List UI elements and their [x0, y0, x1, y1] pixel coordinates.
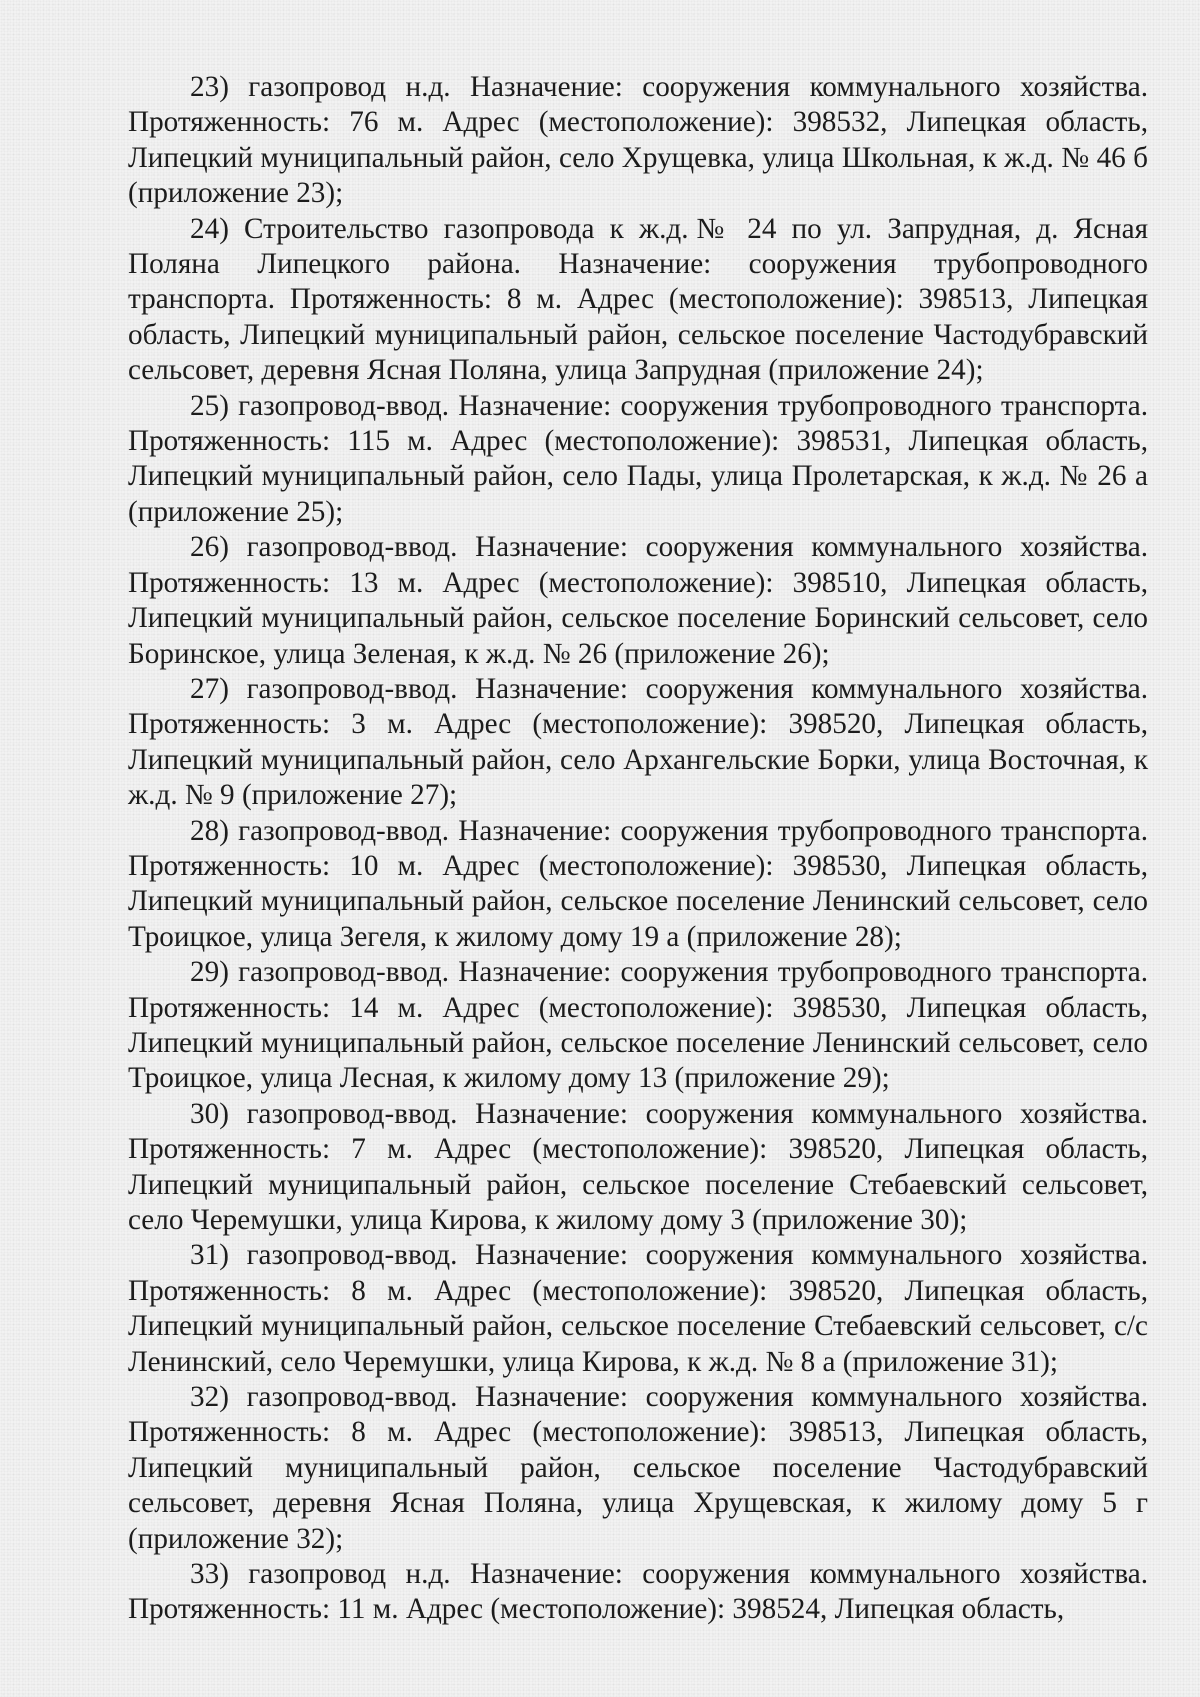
list-item-25: 25) газопровод-ввод. Назначение: сооружения трубопроводного транспорта. Протяженность: 115 м. Адрес (местоположение): 398531, Липецкая область, Липецкий муниципальный район, село Пады, улица Пролетарская, к ж.д. № 26 а (приложение 25); [128, 389, 1148, 528]
document-body [128, 70, 1148, 1628]
list-item-31: 31) газопровод-ввод. Назначение: сооружения коммунального хозяйства. Протяженность: 8 м. Адрес (местоположение): 398520, Липецкая область, Липецкий муниципальный район, сельское поселение Стебаевский сельсовет, с/с Ленинский, село Черемушки, улица Кирова, к ж.д. № 8 а (приложение 31); [128, 1239, 1148, 1378]
list-item-26: 26) газопровод-ввод. Назначение: сооружения коммунального хозяйства. Протяженность: 13 м. Адрес (местоположение): 398510, Липецкая область, Липецкий муниципальный район, сельское поселение Боринский сельсовет, село Боринское, улица Зеленая, к ж.д. № 26 (приложение 26); [128, 531, 1148, 670]
list-item-23: 23) газопровод н.д. Назначение: сооружения коммунального хозяйства. Протяженность: 76 м. Адрес (местоположение): 398532, Липецкая область, Липецкий муниципальный район, село Хрущевка, улица Школьная, к ж.д. № 46 б (приложение 23); [128, 71, 1148, 210]
list-item-33: 33) газопровод н.д. Назначение: сооружения коммунального хозяйства. Протяженность: 11 м. Адрес (местоположение): 398524, Липецкая область, [128, 1558, 1148, 1626]
list-item-29: 29) газопровод-ввод. Назначение: сооружения трубопроводного транспорта. Протяженность: 14 м. Адрес (местоположение): 398530, Липецкая область, Липецкий муниципальный район, сельское поселение Ленинский сельсовет, село Троицкое, улица Лесная, к жилому дому 13 (приложение 29); [128, 956, 1148, 1095]
list-item-32: 32) газопровод-ввод. Назначение: сооружения коммунального хозяйства. Протяженность: 8 м. Адрес (местоположение): 398513, Липецкая область, Липецкий муниципальный район, сельское поселение Частодубравский сельсовет, деревня Ясная Поляна, улица Хрущевская, к жилому дому 5 г (приложение 32); [128, 1381, 1148, 1555]
list-item-27: 27) газопровод-ввод. Назначение: сооружения коммунального хозяйства. Протяженность: 3 м. Адрес (местоположение): 398520, Липецкая область, Липецкий муниципальный район, село Архангельские Борки, улица Восточная, к ж.д. № 9 (приложение 27); [128, 672, 1148, 812]
list-item-28: 28) газопровод-ввод. Назначение: сооружения трубопроводного транспорта. Протяженность: 10 м. Адрес (местоположение): 398530, Липецкая область, Липецкий муниципальный район, сельское поселение Ленинский сельсовет, село Троицкое, улица Зегеля, к жилому дому 19 а (приложение 28); [128, 814, 1148, 953]
list-item-24: 24) Строительство газопровода к ж.д.№ 24 по ул. Запрудная, д. Ясная Поляна Липецкого района. Назначение: сооружения трубопроводного транспорта. Протяженность: 8 м. Адрес (местоположение): 398513, Липецкая область, Липецкий муниципальный район, сельское поселение Частодубравский сельсовет, деревня Ясная Поляна, улица Запрудная (приложение 24); [128, 212, 1148, 387]
list-item-30: 30) газопровод-ввод. Назначение: сооружения коммунального хозяйства. Протяженность: 7 м. Адрес (местоположение): 398520, Липецкая область, Липецкий муниципальный район, сельское поселение Стебаевский сельсовет, село Черемушки, улица Кирова, к жилому дому 3 (приложение 30); [128, 1097, 1148, 1236]
